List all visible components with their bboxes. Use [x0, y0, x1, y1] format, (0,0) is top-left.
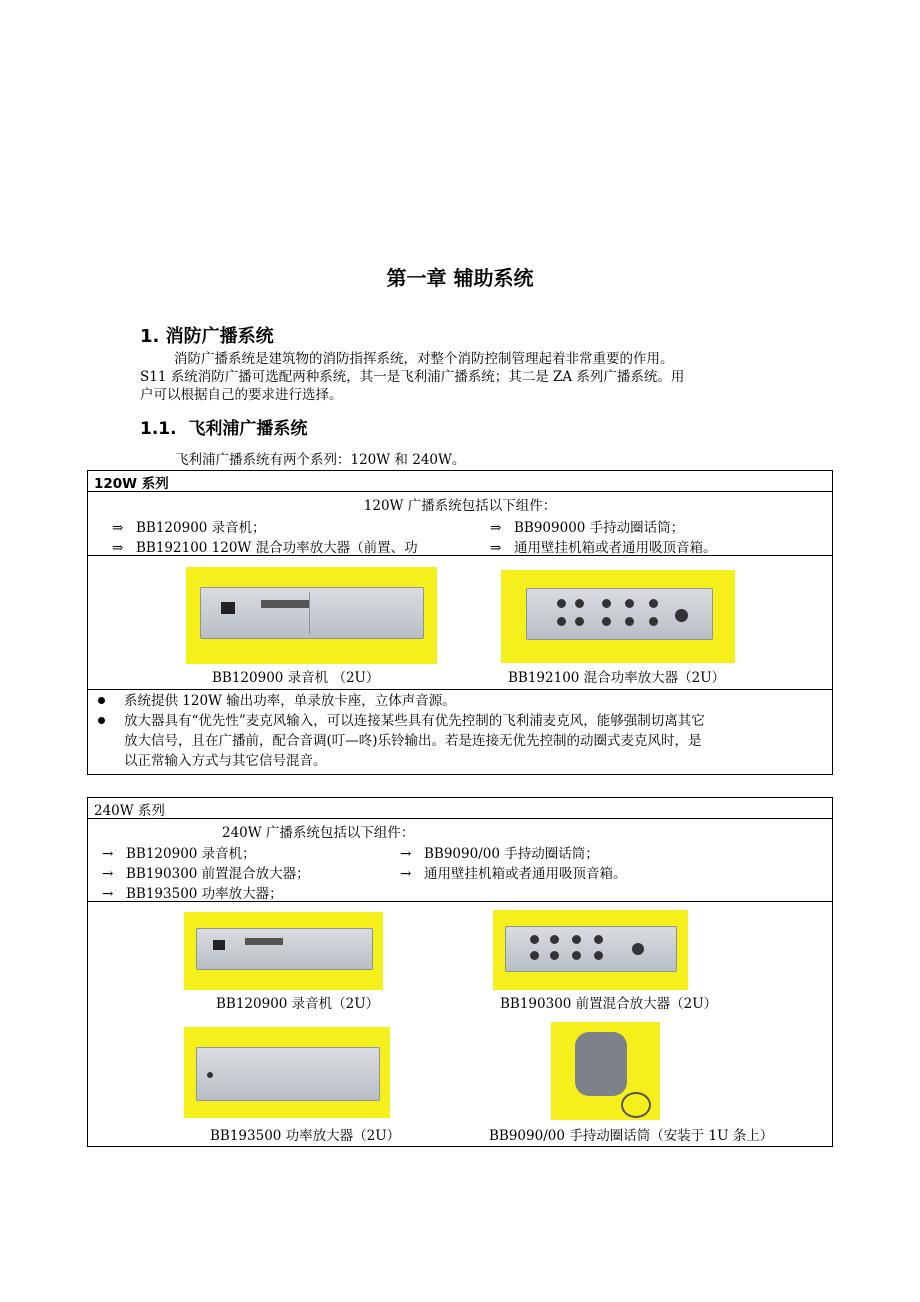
- note-text: 放大信号，且在广播前，配合音调(叮—咚)乐铃输出。若是连接无优先控制的动圈式麦克风时，是: [124, 733, 702, 749]
- chapter-title: 第一章 辅助系统: [386, 266, 534, 290]
- arrow-icon: →: [102, 866, 114, 882]
- arrow-icon: →: [102, 886, 114, 902]
- section-heading-1: [140, 322, 274, 348]
- list-item: → BB120900 录音机；: [102, 846, 256, 862]
- recorder-photo: [186, 567, 437, 664]
- table-240w: [87, 797, 833, 1147]
- arrow-icon: →: [400, 846, 412, 862]
- arrow-icon: ⇒: [490, 540, 502, 556]
- section-title: 飞利浦广播系统: [188, 419, 308, 439]
- photo-caption: BB192100 混合功率放大器（2U）: [508, 670, 726, 686]
- recorder-photo: [184, 912, 383, 990]
- note-text: 以正常输入方式与其它信号混音。: [124, 753, 327, 769]
- arrow-icon: →: [102, 846, 114, 862]
- images-row: [88, 901, 832, 1146]
- section-number: 1.1.: [140, 419, 177, 439]
- section-title: 消防广播系统: [165, 326, 274, 347]
- arrow-icon: ⇒: [112, 520, 124, 536]
- list-item: → 通用壁挂机箱或者通用吸顶音箱。: [400, 866, 627, 882]
- photo-caption: BB9090/00 手持动圈话筒（安装于 1U 条上）: [489, 1128, 774, 1144]
- photo-caption: BB120900 录音机（2U）: [216, 996, 380, 1012]
- section-paragraph: [140, 350, 800, 404]
- table-title: 240W 系列: [94, 803, 165, 819]
- note-text: 系统提供 120W 输出功率，单录放卡座，立体声音源。: [124, 693, 456, 709]
- section-intro: 飞利浦广播系统有两个系列：120W 和 240W。: [175, 452, 466, 468]
- list-item: ⇒ BB909000 手持动圈话筒；: [490, 520, 685, 536]
- list-item: ⇒ 通用壁挂机箱或者通用吸顶音箱。: [490, 540, 717, 556]
- table-title: 120W 系列: [94, 476, 169, 492]
- components-row: [88, 491, 832, 555]
- list-item: ⇒ BB120900 录音机；: [112, 520, 266, 536]
- bullet-icon: [98, 697, 105, 704]
- section-heading-1-1: [140, 414, 307, 439]
- list-item: → BB190300 前置混合放大器；: [102, 866, 310, 882]
- amplifier-photo: [501, 570, 735, 663]
- power-amplifier-photo: [184, 1027, 390, 1118]
- photo-caption: BB190300 前置混合放大器（2U）: [500, 996, 718, 1012]
- list-item: → BB9090/00 手持动圈话筒；: [400, 846, 599, 862]
- section-number: 1.: [140, 326, 160, 347]
- arrow-icon: →: [400, 866, 412, 882]
- paragraph-line: 户可以根据自己的要求进行选择。: [140, 387, 343, 403]
- arrow-icon: ⇒: [112, 540, 124, 556]
- components-heading: 240W 广播系统包括以下组件：: [222, 825, 415, 841]
- list-item: → BB193500 功率放大器；: [102, 886, 283, 902]
- photo-caption: BB120900 录音机 （2U）: [212, 670, 380, 686]
- bullet-icon: [98, 717, 105, 724]
- list-item: ⇒ BB192100 120W 混合功率放大器（前置、功: [112, 540, 418, 556]
- arrow-icon: ⇒: [490, 520, 502, 536]
- paragraph-line: S11 系统消防广播可选配两种系统，其一是飞利浦广播系统；其二是 ZA 系列广播系统。用: [140, 369, 685, 385]
- notes-row: [88, 689, 832, 774]
- components-row: [88, 818, 832, 901]
- photo-caption: BB193500 功率放大器（2U）: [210, 1128, 401, 1144]
- paragraph-line: 消防广播系统是建筑物的消防指挥系统，对整个消防控制管理起着非常重要的作用。: [174, 351, 674, 367]
- images-row: [88, 555, 832, 689]
- preamp-photo: [493, 910, 688, 990]
- note-text: 放大器具有“优先性”麦克风输入，可以连接某些具有优先控制的飞利浦麦克风，能够强制切离其它: [124, 713, 705, 729]
- table-120w: [87, 470, 833, 775]
- components-heading: 120W 广播系统包括以下组件：: [363, 498, 557, 514]
- microphone-photo: [551, 1022, 660, 1120]
